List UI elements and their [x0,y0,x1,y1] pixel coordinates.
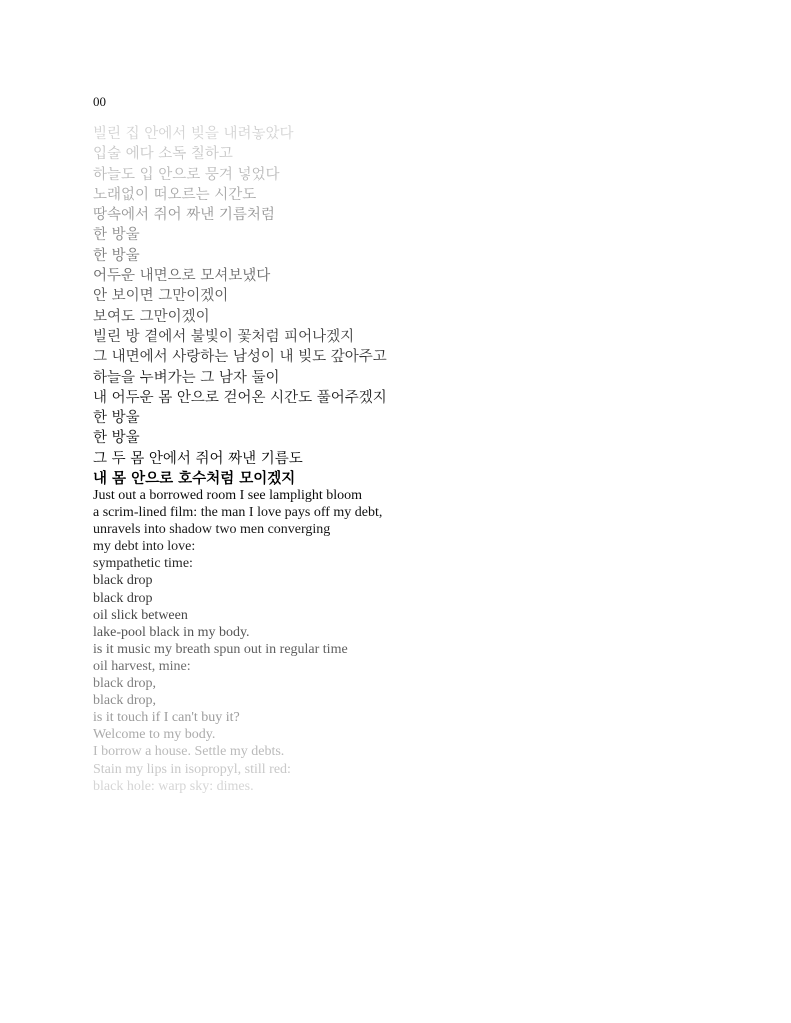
korean-line: 그 두 몸 안에서 쥐어 짜낸 기름도 [93,450,303,467]
english-line: black hole: warp sky: dimes. [93,778,254,794]
korean-line: 한 방울 [93,247,140,264]
korean-line: 한 방울 [93,430,140,447]
english-line: black drop, [93,676,156,692]
english-line: black drop [93,573,153,589]
korean-line: 어두운 내면으로 모셔보냈다 [93,268,271,285]
korean-line: 하늘도 입 안으로 뭉겨 넣었다 [93,166,280,183]
english-line: Stain my lips in isopropyl, still red: [93,761,291,777]
korean-line: 보여도 그만이겠이 [93,308,210,325]
english-line: is it touch if I can't buy it? [93,710,240,726]
english-line: Welcome to my body. [93,727,216,743]
korean-line: 그 내면에서 사랑하는 남성이 내 빚도 갚아주고 [93,349,387,366]
english-line: is it music my breath spun out in regular time [93,641,348,657]
english-line: sympathetic time: [93,556,193,572]
korean-line: 내 어두운 몸 안으로 걷어온 시간도 풀어주겠지 [93,389,387,406]
page-number: 00 [93,94,106,109]
english-line: Just out a borrowed room I see lamplight bloom [93,488,363,503]
korean-line: 입술 에다 소독 칠하고 [93,146,233,163]
korean-line: 내 몸 안으로 호수처럼 모이겠지 [93,470,296,488]
english-line: lake-pool black in my body. [93,624,250,640]
english-line: oil slick between [93,607,188,623]
korean-line: 한 방울 [93,227,140,244]
english-line: oil harvest, mine: [93,658,191,674]
english-line: black drop [93,590,153,606]
korean-line: 안 보이면 그만이겠이 [93,288,229,305]
korean-poem [93,124,733,489]
korean-line: 하늘을 누벼가는 그 남자 둘이 [93,369,280,386]
english-line: unravels into shadow two men converging [93,522,331,538]
korean-line: 땅속에서 쥐어 짜낸 기름처럼 [93,207,275,224]
korean-line: 빌린 집 안에서 빚을 내려놓았다 [93,126,294,142]
english-line: black drop, [93,693,156,709]
korean-line: 노래없이 떠오르는 시간도 [93,186,257,203]
korean-line: 한 방울 [93,410,140,427]
english-line: a scrim-lined film: the man I love pays off my debt, [93,505,383,521]
english-line: my debt into love: [93,539,196,555]
english-line: I borrow a house. Settle my debts. [93,744,285,760]
korean-line: 빌린 방 곁에서 불빛이 꽃처럼 피어나겠지 [93,328,355,345]
english-poem [93,487,733,795]
